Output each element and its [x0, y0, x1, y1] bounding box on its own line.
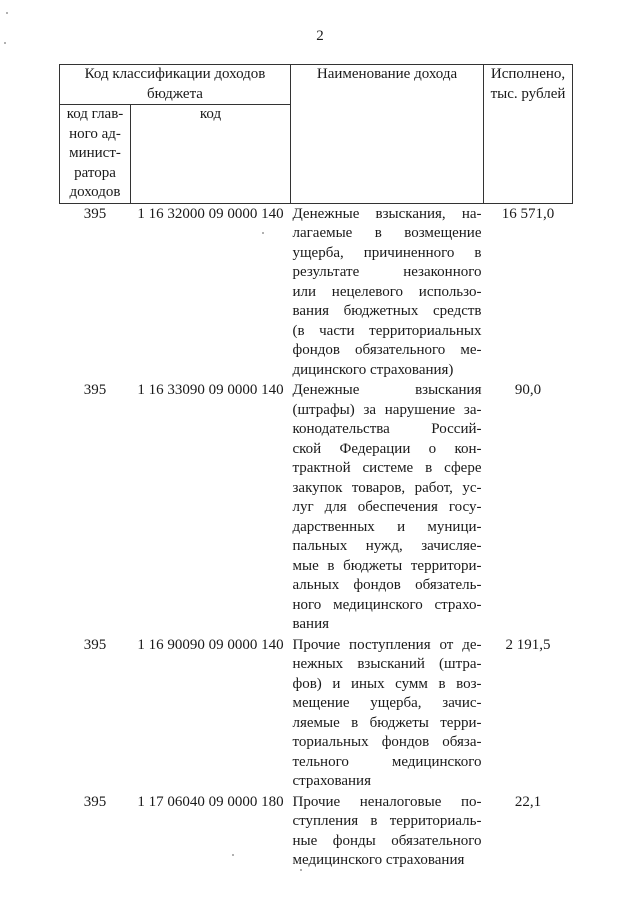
income-name-line: ляемые в бюджеты терри-: [292, 714, 482, 731]
income-name-line: Денежные взыскания, на-: [292, 205, 482, 222]
admin-code-cell: 395: [83, 205, 107, 222]
classification-code-cell: 1 17 06040 09 0000 180: [137, 793, 284, 810]
executed-amount-cell: 90,0: [514, 382, 542, 398]
income-name-line: пальных нужд, зачисляе-: [292, 538, 482, 554]
income-name-line: (в части территориальных: [292, 322, 482, 339]
income-name-line: дарственных и муници-: [292, 518, 482, 535]
income-name-line: мещение ущерба, зачис-: [292, 695, 482, 711]
classification-code-cell: 1 16 90090 09 0000 140: [137, 636, 284, 653]
executed-amount-cell: 22,1: [514, 793, 542, 810]
table-row: [60, 203, 573, 380]
income-name-cell: [291, 635, 484, 792]
income-name-line: ториальных фондов обяза-: [292, 734, 482, 750]
income-table: [59, 64, 573, 871]
table-row: [60, 380, 573, 635]
income-name-header: Наименование дохода: [291, 65, 484, 204]
classification-code-header: Код классификации доходов бюджета: [60, 65, 291, 105]
classification-code-cell: 1 16 33090 09 0000 140: [137, 382, 284, 398]
income-name-line: закупок товаров, работ, ус-: [292, 479, 482, 496]
executed-amount-header: Исполнено, тыс. рублей: [484, 65, 573, 204]
income-name-line: ущерба, причиненного в: [292, 244, 482, 261]
income-name-line: ской Федерации о кон-: [292, 440, 482, 457]
executed-amount-cell: 2 191,5: [505, 636, 551, 653]
admin-code-cell: 395: [83, 793, 107, 810]
income-name-line: результате незаконного: [292, 264, 482, 280]
table-row: [60, 792, 573, 871]
income-name-line: ные фонды обязательного: [292, 832, 482, 849]
admin-code-header: код глав- ного ад- минист- ратора доходов: [60, 105, 131, 204]
income-name-line: луг для обеспечения госу-: [292, 499, 482, 515]
income-name-line: альных фондов обязатель-: [292, 577, 482, 593]
executed-amount-cell: 16 571,0: [501, 205, 555, 222]
admin-code-cell: 395: [83, 382, 107, 398]
page-number: 2: [316, 28, 324, 44]
table-header: [60, 65, 573, 204]
scan-speck: [300, 869, 302, 871]
income-name-line: фов) и иных сумм в воз-: [292, 675, 482, 692]
table-body: [60, 203, 573, 871]
income-name-line: страхования: [292, 773, 371, 789]
income-name-line: лагаемые в возмещение: [292, 225, 482, 241]
income-name-line: тельного медицинского: [292, 753, 482, 770]
income-name-line: нежных взысканий (штра-: [292, 656, 482, 672]
income-name-line: ного медицинского страхо-: [292, 596, 482, 613]
income-name-line: (штрафы) за нарушение за-: [292, 401, 482, 418]
income-name-cell: [291, 380, 484, 635]
income-name-line: медицинского страхования: [292, 852, 465, 868]
income-name-line: ступления в территориаль-: [292, 813, 482, 829]
income-name-line: конодательства Россий-: [292, 421, 482, 437]
income-name-line: фондов обязательного ме-: [292, 342, 482, 358]
table-row: [60, 635, 573, 792]
income-name-cell: [291, 203, 484, 380]
scan-speck: [4, 42, 6, 44]
income-name-line: мые в бюджеты территори-: [292, 557, 482, 574]
income-name-line: вания: [292, 616, 329, 632]
scan-speck: [232, 854, 234, 856]
income-name-line: Прочие неналоговые по-: [292, 793, 482, 810]
scan-speck: [6, 12, 8, 14]
income-name-line: дицинского страхования): [292, 361, 454, 378]
scan-speck: [262, 232, 264, 234]
classification-code-cell: 1 16 32000 09 0000 140: [137, 205, 284, 222]
income-name-line: Денежные взыскания: [292, 382, 482, 398]
income-name-cell: [291, 792, 484, 871]
income-name-line: или нецелевого использо-: [292, 283, 482, 300]
code-header: код: [131, 105, 291, 204]
income-name-line: вания бюджетных средств: [292, 303, 482, 319]
income-name-line: Прочие поступления от де-: [292, 636, 482, 653]
admin-code-cell: 395: [83, 636, 107, 653]
income-name-line: трактной системе в сфере: [292, 460, 482, 476]
